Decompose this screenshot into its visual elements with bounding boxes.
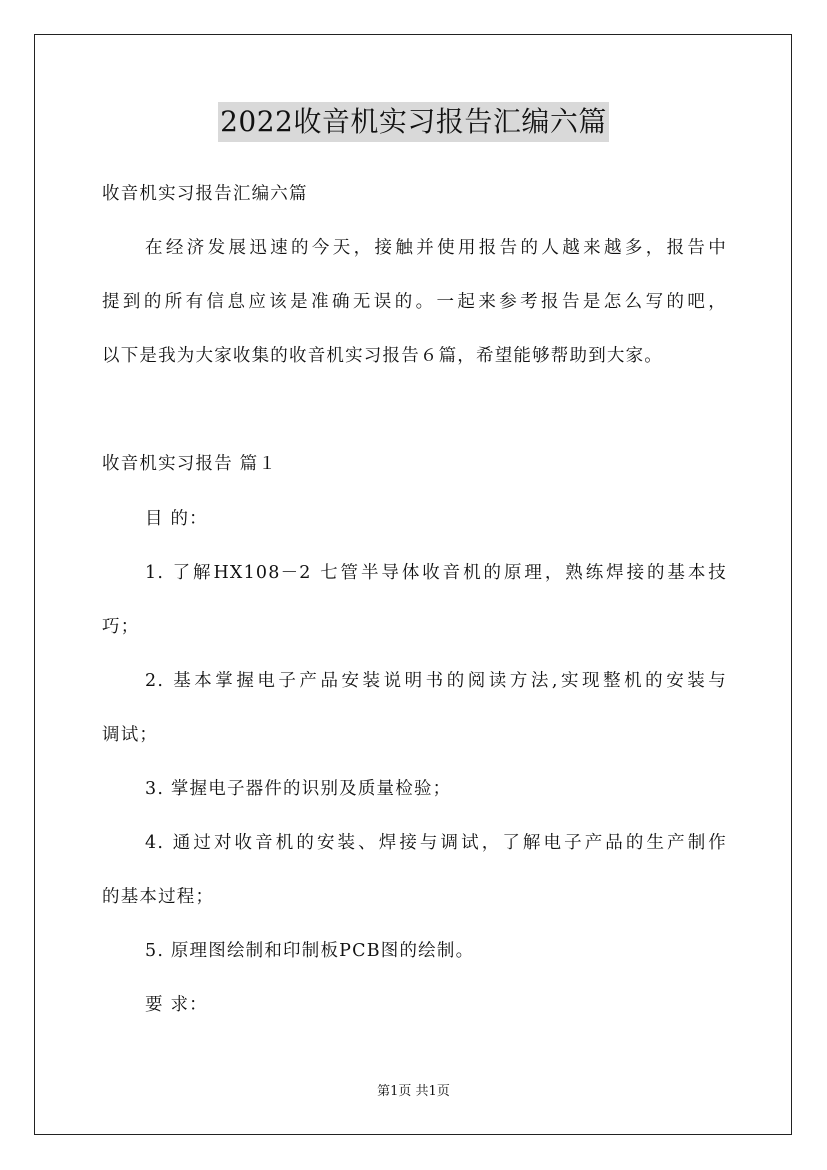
item-2-line-1: 2. 基本掌握电子产品安装说明书的阅读方法,实现整机的安装与 <box>145 671 727 691</box>
item-2-line-2: 调试； <box>102 725 159 745</box>
title-block <box>0 102 827 142</box>
item-1-line-2: 巧； <box>102 617 140 637</box>
item-1-line-1: 1. 了解HX108－2 七管半导体收音机的原理，熟练焊接的基本技 <box>145 563 727 583</box>
item-4-line-2: 的基本过程； <box>102 887 215 907</box>
item-5-line-1: 5. 原理图绘制和印制板PCB图的绘制。 <box>145 941 475 961</box>
intro-line-3: 以下是我为大家收集的收音机实习报告６篇，希望能够帮助到大家。 <box>102 346 663 366</box>
intro-line-1: 在经济发展迅速的今天，接触并使用报告的人越来越多，报告中 <box>145 238 727 258</box>
intro-line-2: 提到的所有信息应该是准确无误的。一起来参考报告是怎么写的吧， <box>102 292 727 312</box>
item-4-line-1: 4. 通过对收音机的安装、焊接与调试，了解电子产品的生产制作 <box>145 833 727 853</box>
purpose-label: 目 的： <box>145 509 208 529</box>
document-title: 2022收音机实习报告汇编六篇 <box>218 102 609 142</box>
section-heading: 收音机实习报告 篇１ <box>102 454 278 474</box>
subtitle: 收音机实习报告汇编六篇 <box>102 184 308 204</box>
item-3-line-1: 3. 掌握电子器件的识别及质量检验； <box>145 779 452 799</box>
page-footer: 第1页 共1页 <box>377 1084 450 1099</box>
requirement-label: 要 求： <box>145 995 208 1015</box>
